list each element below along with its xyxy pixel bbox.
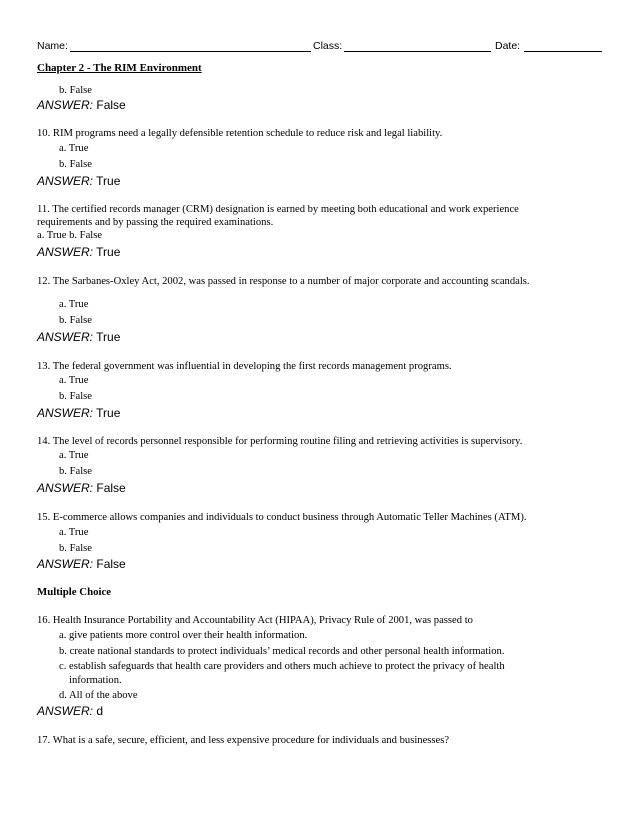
class-line bbox=[344, 51, 491, 52]
q12-option-a: a. True bbox=[59, 299, 89, 310]
q11-question-line2: requirements and by passing the required examinations. bbox=[37, 217, 274, 228]
q12-option-b: b. False bbox=[59, 315, 92, 326]
q13-question: 13. The federal government was influential in developing the first records management programs. bbox=[37, 361, 452, 372]
q10-question: 10. RIM programs need a legally defensible retention schedule to reduce risk and legal liability. bbox=[37, 128, 443, 139]
q13-answer: ANSWER: True bbox=[37, 406, 121, 420]
q15-option-a: a. True bbox=[59, 527, 89, 538]
name-label: Name: bbox=[37, 40, 68, 52]
q13-option-a: a. True bbox=[59, 375, 89, 386]
date-line bbox=[524, 51, 602, 52]
q16-option-c-line1: c. establish safeguards that health care providers and others much achieve to protect the privacy of health bbox=[59, 661, 505, 672]
q11-options: a. True b. False bbox=[37, 230, 103, 241]
q9-answer: ANSWER: False bbox=[37, 98, 126, 112]
q17-question: 17. What is a safe, secure, efficient, and less expensive procedure for individuals and businesses? bbox=[37, 735, 450, 746]
q16-option-b: b. create national standards to protect individuals’ medical records and other personal health information. bbox=[59, 646, 505, 657]
q16-answer: ANSWER: d bbox=[37, 704, 104, 718]
q12-answer: ANSWER: True bbox=[37, 330, 121, 344]
q11-question-line1: 11. The certified records manager (CRM) designation is earned by meeting both educational and work experience bbox=[37, 204, 519, 215]
worksheet-header bbox=[37, 40, 602, 54]
q10-option-b: b. False bbox=[59, 159, 92, 170]
q14-answer: ANSWER: False bbox=[37, 481, 126, 495]
q16-question: 16. Health Insurance Portability and Accountability Act (HIPAA), Privacy Rule of 2001, was passed to bbox=[37, 615, 473, 626]
chapter-title: Chapter 2 - The RIM Environment bbox=[37, 62, 202, 74]
q15-answer: ANSWER: False bbox=[37, 557, 126, 571]
q15-question: 15. E-commerce allows companies and individuals to conduct business through Automatic Teller Machines (ATM). bbox=[37, 512, 527, 523]
q12-question: 12. The Sarbanes-Oxley Act, 2002, was passed in response to a number of major corporate and accounting scandals. bbox=[37, 276, 530, 287]
q10-answer: ANSWER: True bbox=[37, 174, 121, 188]
q16-option-a: a. give patients more control over their health information. bbox=[59, 630, 308, 641]
q10-option-a: a. True bbox=[59, 143, 89, 154]
q9-option-b: b. False bbox=[59, 85, 92, 96]
class-label: Class: bbox=[313, 40, 343, 52]
q16-option-d: d. All of the above bbox=[59, 690, 138, 701]
q14-option-a: a. True bbox=[59, 450, 89, 461]
q13-option-b: b. False bbox=[59, 391, 92, 402]
date-label: Date: bbox=[495, 40, 521, 52]
q16-option-c-line2: information. bbox=[69, 675, 122, 686]
q15-option-b: b. False bbox=[59, 543, 92, 554]
q14-question: 14. The level of records personnel responsible for performing routine filing and retrieving activities is supervisory. bbox=[37, 436, 523, 447]
name-line bbox=[70, 51, 311, 52]
q14-option-b: b. False bbox=[59, 466, 92, 477]
section-heading: Multiple Choice bbox=[37, 586, 112, 598]
q11-answer: ANSWER: True bbox=[37, 245, 121, 259]
